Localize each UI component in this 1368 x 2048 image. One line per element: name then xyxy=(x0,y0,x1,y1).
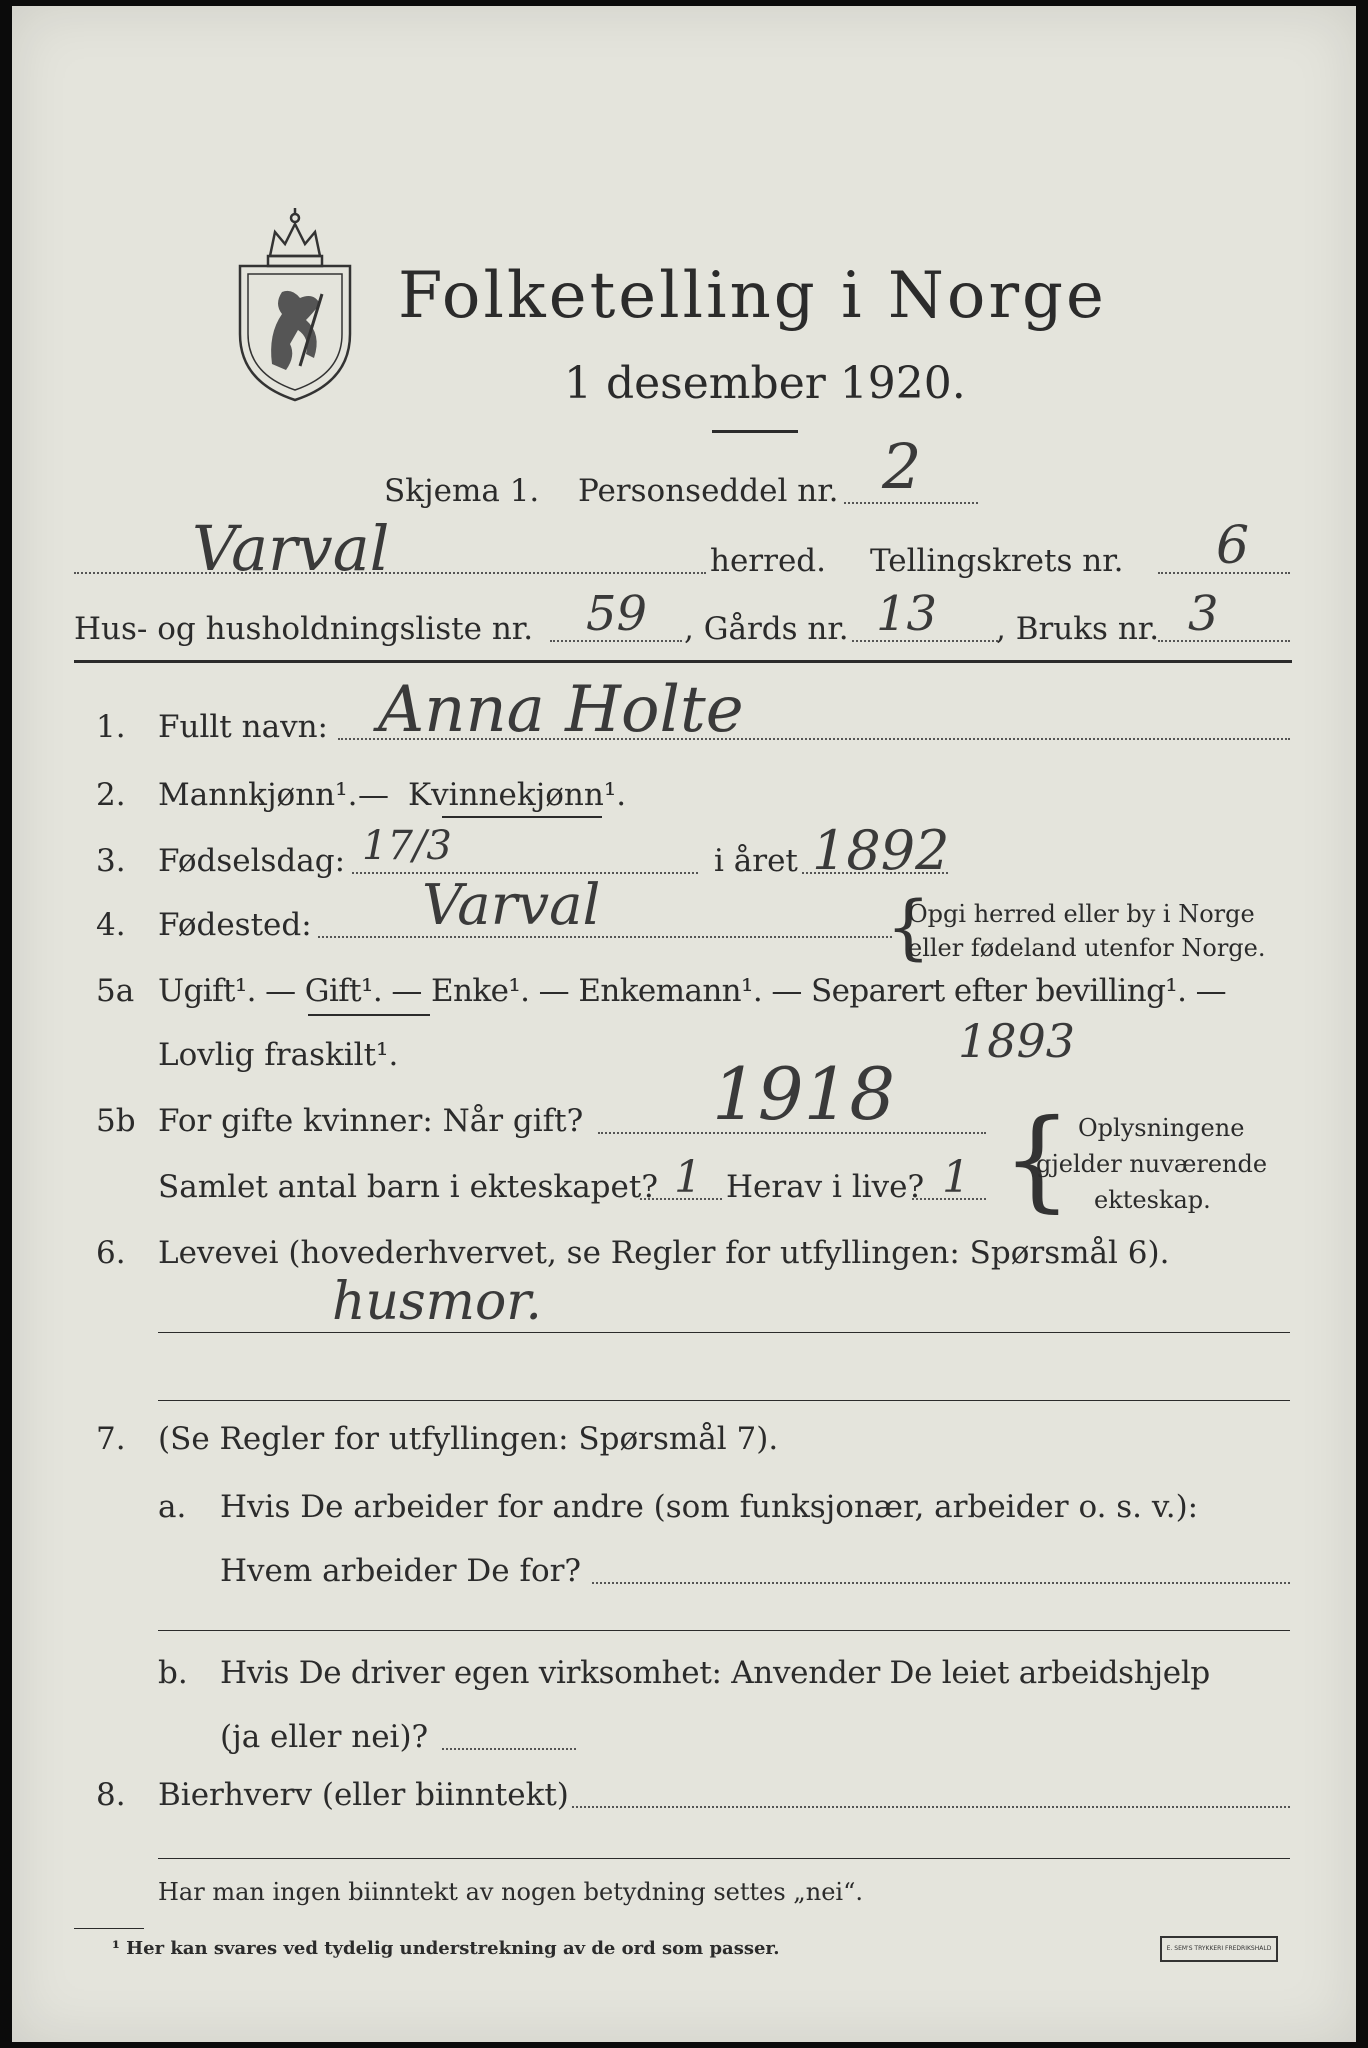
q6-line-1 xyxy=(158,1332,1290,1333)
q6-line-2 xyxy=(158,1400,1290,1401)
q3-label: Fødselsdag: xyxy=(158,843,346,879)
herred-label: herred. xyxy=(710,543,826,579)
q7b-text: Hvis De driver egen virksomhet: Anvender De leiet arbeidshjelp xyxy=(220,1655,1210,1691)
footnote-text: ¹ Her kan svares ved tydelig understrekning av de ord som passer. xyxy=(112,1938,780,1959)
q7a-text: Hvis De arbeider for andre (som funksjonær, arbeider o. s. v.): xyxy=(220,1489,1199,1525)
q1-label: Fullt navn: xyxy=(158,709,328,745)
census-form-sheet xyxy=(12,6,1356,2042)
bruks-value[interactable]: 3 xyxy=(1188,586,1219,642)
personseddel-label: Personseddel nr. xyxy=(578,473,839,509)
herred-value[interactable]: Varval xyxy=(192,512,390,585)
printer-stamp-text: E. SEM'S TRYKKERI FREDRIKSHALD xyxy=(1166,1945,1272,1952)
printer-stamp xyxy=(1160,1936,1278,1962)
title-divider xyxy=(712,430,798,433)
q7a-line-2 xyxy=(158,1630,1290,1631)
q5b-children-label: Samlet antal barn i ekteskapet? xyxy=(158,1169,658,1205)
footnote-divider xyxy=(74,1928,144,1929)
q3-number: 3. xyxy=(96,843,126,879)
q5b-note-brace: { xyxy=(1002,1095,1072,1223)
q7a-letter: a. xyxy=(158,1489,187,1525)
q5a-correction-value[interactable]: 1893 xyxy=(958,1014,1076,1068)
tellingskrets-value[interactable]: 6 xyxy=(1216,516,1250,576)
occupation-value[interactable]: husmor. xyxy=(332,1272,542,1332)
birthplace-value[interactable]: Varval xyxy=(422,873,601,938)
bruks-label: , Bruks nr. xyxy=(996,611,1160,647)
q7a-text2: Hvem arbeider De for? xyxy=(220,1553,582,1589)
q8-line-2 xyxy=(158,1858,1290,1859)
herred-line xyxy=(74,572,706,574)
norwegian-coat-of-arms-icon xyxy=(230,194,360,404)
married-year-value[interactable]: 1918 xyxy=(712,1052,896,1136)
gards-label: , Gårds nr. xyxy=(684,611,849,647)
q7b-text2: (ja eller nei)? xyxy=(220,1719,429,1755)
birthday-value[interactable]: 17/3 xyxy=(362,823,452,869)
census-date: 1 desember 1920. xyxy=(564,358,966,409)
alive-value[interactable]: 1 xyxy=(942,1152,970,1203)
q4-note-line1: Opgi herred eller by i Norge xyxy=(908,900,1255,928)
q7b-letter: b. xyxy=(158,1655,188,1691)
q5b-note-line2: gjelder nuværende xyxy=(1036,1150,1268,1178)
q6-label: Levevei (hovederhvervet, se Regler for utfyllingen: Spørsmål 6). xyxy=(158,1235,1170,1271)
q5b-label: For gifte kvinner: Når gift? xyxy=(158,1103,584,1139)
q4-label: Fødested: xyxy=(158,907,312,943)
header-divider xyxy=(74,660,1292,663)
q2-number: 2. xyxy=(96,777,126,813)
female-underline-mark xyxy=(442,816,602,818)
q8-label: Bierhverv (eller biinntekt) xyxy=(158,1777,569,1813)
q1-number: 1. xyxy=(96,709,126,745)
tellingskrets-label: Tellingskrets nr. xyxy=(870,543,1124,579)
husholdningsliste-value[interactable]: 59 xyxy=(586,586,648,642)
q8-number: 8. xyxy=(96,1777,126,1813)
q5b-number: 5b xyxy=(96,1103,136,1139)
form-title: Folketelling i Norge xyxy=(398,259,1107,333)
q5a-number: 5a xyxy=(96,973,135,1009)
q4-number: 4. xyxy=(96,907,126,943)
q5a-options[interactable]: Ugift¹. — Gift¹. — Enke¹. — Enkemann¹. — Separert efter bevilling¹. — xyxy=(158,973,1227,1009)
gift-underline-mark xyxy=(308,1014,430,1016)
q4-note-line2: eller fødeland utenfor Norge. xyxy=(908,934,1266,962)
skjema-label: Skjema 1. xyxy=(384,473,540,509)
q5b-alive-label: Herav i live? xyxy=(726,1169,925,1205)
q2-dash: — xyxy=(358,777,389,813)
bruks-line xyxy=(1158,640,1290,642)
q3-year-label: i året xyxy=(714,843,798,879)
q7b-line[interactable] xyxy=(442,1748,576,1750)
q7-number: 7. xyxy=(96,1421,126,1457)
husholdningsliste-label: Hus- og husholdningsliste nr. xyxy=(74,611,534,647)
q2-female-option[interactable]: Kvinnekjønn¹. xyxy=(408,777,627,813)
q5b-note-line1: Oplysningene xyxy=(1078,1114,1245,1142)
personseddel-value[interactable]: 2 xyxy=(882,430,922,503)
q6-number: 6. xyxy=(96,1235,126,1271)
q5b-note-line3: ekteskap. xyxy=(1094,1186,1211,1214)
q4-note-brace: { xyxy=(886,886,931,968)
children-value[interactable]: 1 xyxy=(674,1152,702,1203)
q4-line xyxy=(318,936,892,938)
q2-male-option[interactable]: Mannkjønn¹. xyxy=(158,777,358,813)
footer-note: Har man ingen biinntekt av nogen betydning settes „nei“. xyxy=(158,1878,863,1906)
q7a-line[interactable] xyxy=(592,1582,1290,1584)
q8-line[interactable] xyxy=(572,1806,1290,1808)
full-name-value[interactable]: Anna Holte xyxy=(378,673,744,747)
q5a-options-line2: Lovlig fraskilt¹. xyxy=(158,1037,399,1073)
birth-year-value[interactable]: 1892 xyxy=(812,819,950,882)
q7-label: (Se Regler for utfyllingen: Spørsmål 7). xyxy=(158,1421,779,1457)
gards-value[interactable]: 13 xyxy=(876,586,938,642)
